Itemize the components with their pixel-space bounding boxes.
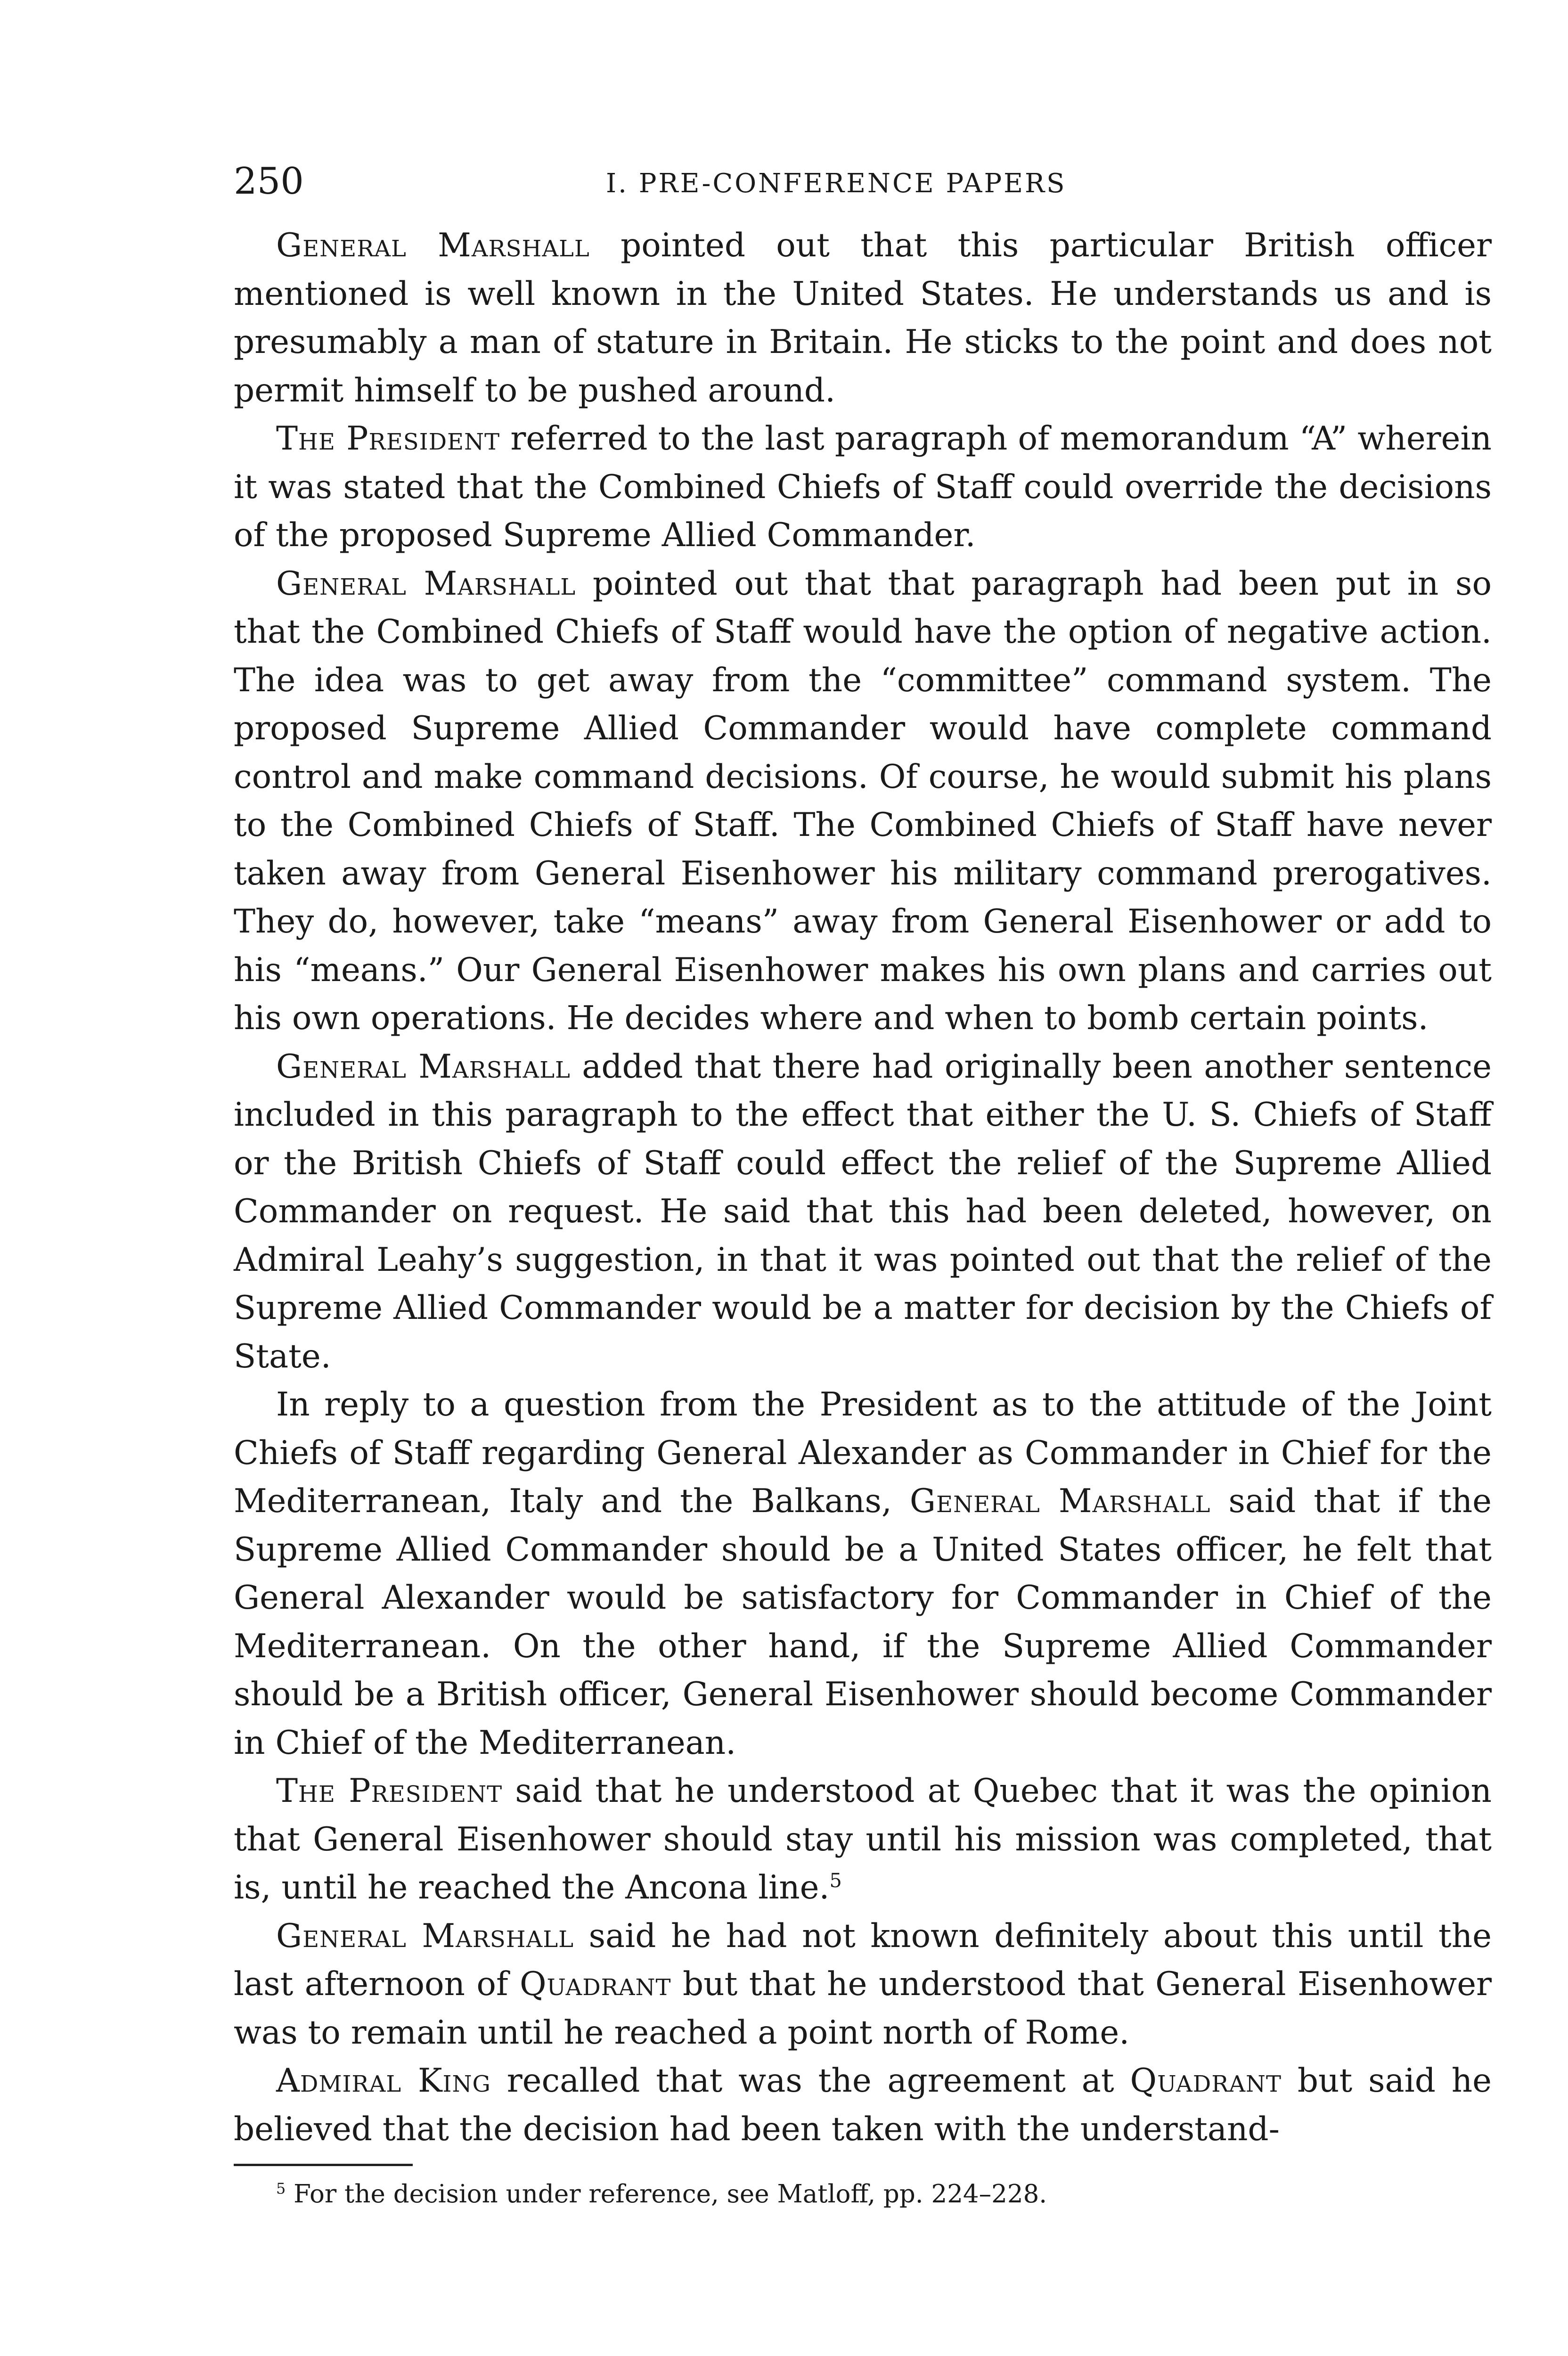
footnote-reference[interactable]: 5 (829, 1869, 842, 1892)
speaker-name: Admiral King (276, 2062, 491, 2100)
paragraph-text: said he had not known definitely about this until the last afternoon of (234, 1917, 1492, 2003)
paragraph (234, 221, 1492, 415)
paragraph-text: pointed out that that paragraph had been put in so that the Combined Chiefs of Staff would have the option of negative action. The idea was to get away from the “committee” command system. The proposed Supreme Allied Commander would have complete command control and make command decisions. Of course, he would submit his plans to the Combined Chiefs of Staff. The Combined Chiefs of Staff have never taken away from General Eisenhower his military command prerogatives. They do, however, take “means” away from General Eisenhower or add to his “means.” Our General Eisenhower makes his own plans and carries out his own operations. He decides where and when to bomb certain points. (234, 564, 1492, 1037)
paragraph-text: recalled that was the agreement at (490, 2062, 1130, 2100)
paragraph-text-continued: but that he understood that General Eisenhower was to remain until he reached a point north of Rome. (234, 1965, 1492, 2052)
footnote-marker: 5 (276, 2180, 286, 2198)
paragraph (234, 560, 1492, 1043)
speaker-name: General Marshall (276, 227, 590, 264)
conference-codename: Quadrant (519, 1965, 671, 2003)
footnote-divider (234, 2164, 413, 2166)
paragraph-text: said that if the Supreme Allied Commander should be a United States officer, he felt that General Alexander would be satisfactory for Commander in Chief of the Mediterranean. On the other hand, if the Supreme Allied Commander should be a British officer, General Eisenhower should become Commander in Chief of the Mediterranean. (234, 1482, 1492, 1762)
paragraph (234, 1912, 1492, 2057)
speaker-name: General Marshall (909, 1482, 1211, 1520)
paragraph (234, 1381, 1492, 1767)
paragraph-text: added that there had originally been another sentence included in this paragraph to the effect that either the U. S. Chiefs of Staff or the British Chiefs of Staff could effect the relief of the Supreme Allied Commander on request. He said that this had been deleted, however, on Admiral Leahy’s suggestion, in that it was pointed out that the relief of the Supreme Allied Commander would be a matter for decision by the Chiefs of State. (234, 1047, 1492, 1375)
body-text (234, 221, 1492, 2153)
document-page (234, 155, 1492, 2213)
speaker-name: General Marshall (276, 1917, 574, 1955)
paragraph (234, 1767, 1492, 1912)
page-header (234, 155, 1492, 207)
paragraph (234, 1043, 1492, 1381)
paragraph (234, 2057, 1492, 2153)
footnote (234, 2176, 1492, 2213)
footnote-text: For the decision under reference, see Matloff, pp. 224–228. (286, 2180, 1047, 2209)
speaker-name: The President (276, 1772, 503, 1810)
conference-codename: Quadrant (1130, 2062, 1282, 2100)
paragraph-lead-text: In reply to a question from the President as to the attitude of the Joint Chiefs of Staff regarding General Alexander as Commander in Chief for the Mediterranean, Italy and the Balkans, (234, 1386, 1492, 1520)
speaker-name: The President (276, 420, 500, 458)
speaker-name: General Marshall (276, 1047, 571, 1086)
speaker-name: General Marshall (276, 564, 576, 603)
paragraph-text-continued: but said he believed that the decision had been taken with the understand- (234, 2062, 1492, 2148)
running-head: I. PRE-CONFERENCE PAPERS (606, 168, 1067, 199)
page-number: 250 (234, 160, 304, 203)
paragraph-text: pointed out that this particular British officer mentioned is well known in the United States. He understands us and is presumably a man of stature in Britain. He sticks to the point and does not permit himself to be pushed around. (234, 227, 1492, 409)
paragraph-text: said that he understood at Quebec that it was the opinion that General Eisenhower should stay until his mission was completed, that is, until he reached the Ancona line. (234, 1772, 1492, 1906)
paragraph-text: referred to the last paragraph of memorandum “A” wherein it was stated that the Combined Chiefs of Staff could override the decisions of the proposed Supreme Allied Commander. (234, 420, 1492, 554)
paragraph (234, 415, 1492, 560)
